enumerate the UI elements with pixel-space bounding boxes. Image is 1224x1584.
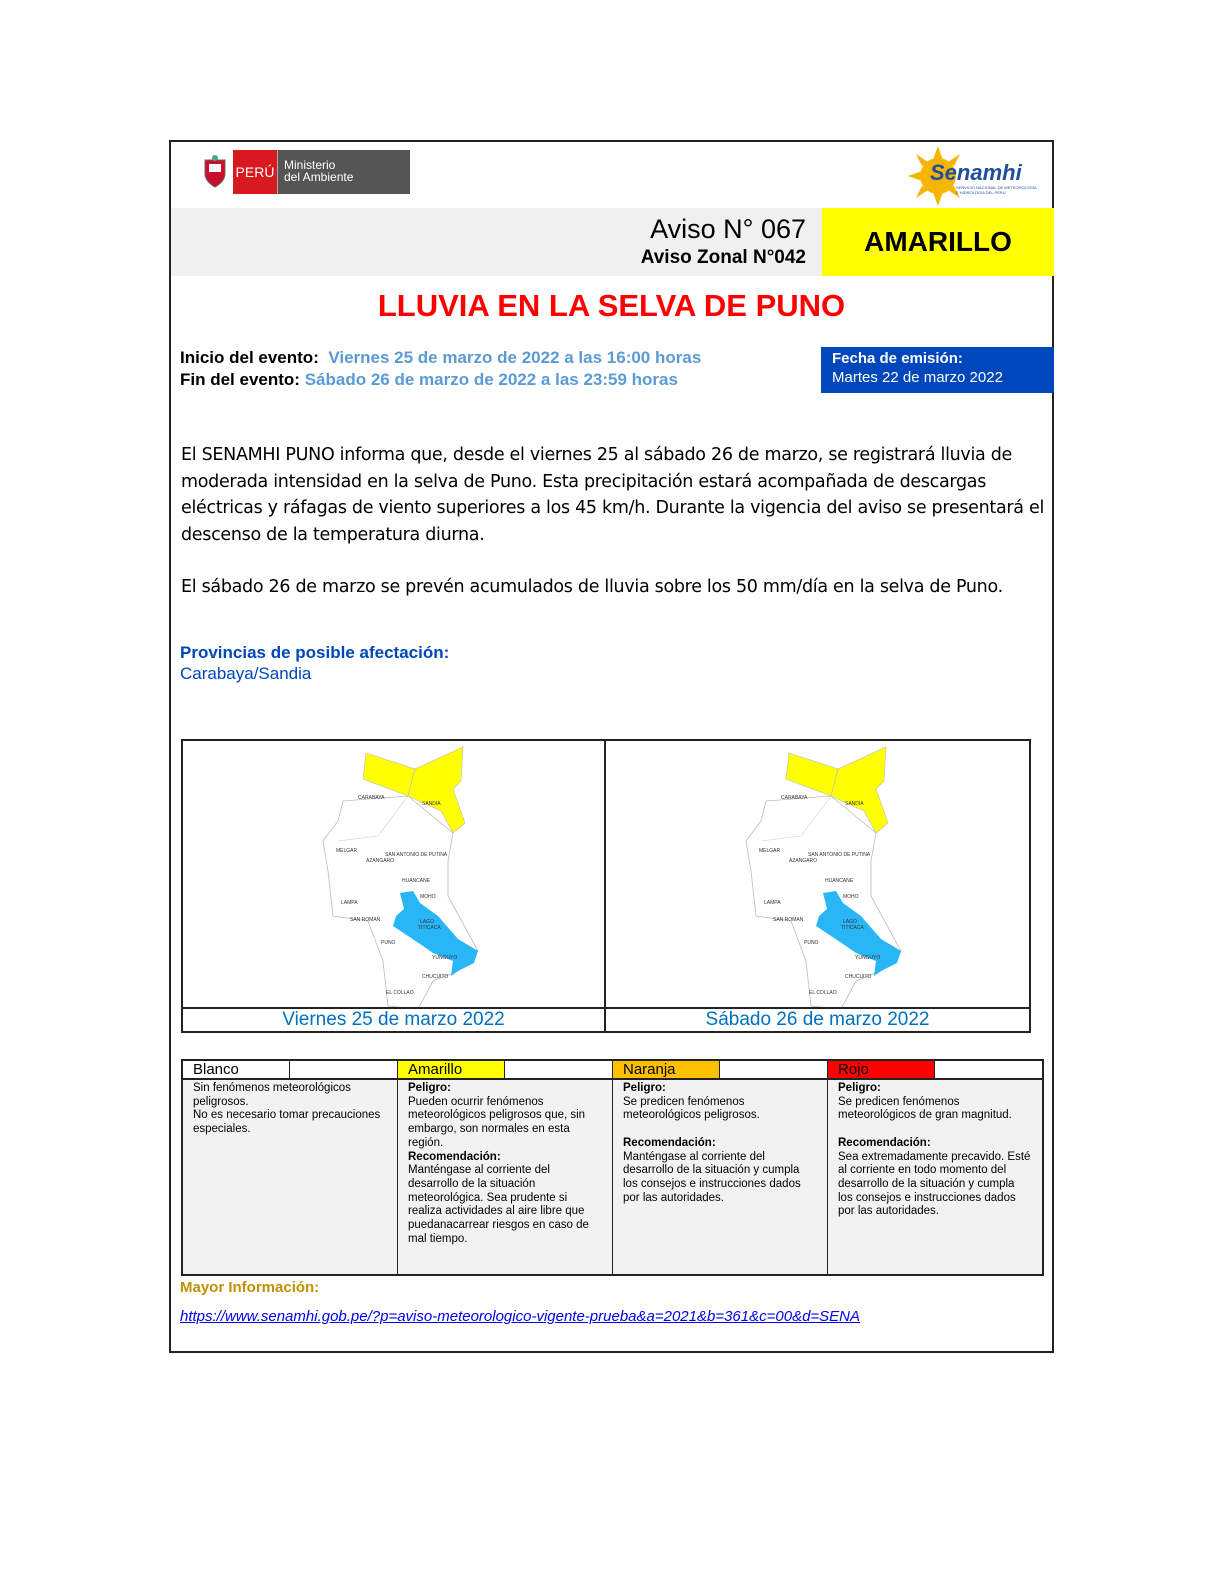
- legend-naranja: [613, 1061, 828, 1274]
- ministry-label: Ministerio del Ambiente: [277, 150, 410, 194]
- emission-label: Fecha de emisión:: [832, 350, 963, 367]
- recomendacion-label: Recomendación:: [408, 1150, 501, 1163]
- legend-rojo: [828, 1061, 1042, 1274]
- aviso-number-block: [641, 214, 806, 269]
- legend-text: Sea extremadamente precavido. Esté al corriente en todo momento del desarrollo de la situación y cumpla los consejos e instrucciones dados por las autoridades.: [838, 1150, 1031, 1218]
- emission-value: Martes 22 de marzo 2022: [832, 369, 1003, 386]
- peru-coat-of-arms-icon: [197, 150, 233, 194]
- map-province-label: SANDIA: [845, 801, 864, 807]
- svg-text:Senamhi: Senamhi: [930, 160, 1022, 185]
- legend-text: Pueden ocurrir fenómenos meteorológicos peligrosos que, sin embargo, son normales en esta región.: [408, 1095, 586, 1149]
- legend-text: Sin fenómenos meteorológicos peligrosos.: [193, 1082, 351, 1108]
- map-province-label: SAN ANTONIO DE PUTINA: [385, 852, 448, 858]
- legend-text: Manténgase al corriente del desarrollo de la situación meteorológica. Sea prudente si realiza actividades al aire libre que puedanacarrear riesgos en caso de mal tiempo.: [408, 1164, 589, 1245]
- provinces: [180, 642, 449, 684]
- map-province-label: MOHO: [420, 894, 436, 900]
- legend-text: Se predicen fenómenos meteorológicos peligrosos.: [623, 1095, 760, 1122]
- map-province-label: LAGO: [420, 919, 434, 925]
- map-province-label: LAMPA: [341, 900, 358, 906]
- event-end-value: Sábado 26 de marzo de 2022 a las 23:59 horas: [304, 370, 678, 389]
- alert-levels-legend: [181, 1059, 1044, 1276]
- map-caption: Viernes 25 de marzo 2022: [183, 1007, 604, 1031]
- map-province-label: PUNO: [381, 940, 396, 946]
- puno-map: [731, 741, 931, 1009]
- aviso-number: Aviso N° 067: [650, 214, 806, 244]
- map-province-label: AZANGARO: [366, 858, 395, 864]
- legend-level-name: Rojo: [828, 1061, 935, 1078]
- legend-level-name: Blanco: [183, 1061, 290, 1078]
- event-start-value: Viernes 25 de marzo de 2022 a las 16:00 horas: [328, 348, 702, 367]
- map-province-label: CARABAYA: [781, 795, 808, 801]
- senamhi-logo: [908, 144, 1048, 206]
- map-province-label: SAN ROMAN: [773, 917, 804, 923]
- recomendacion-label: Recomendación:: [838, 1136, 931, 1149]
- peru-label: PERÚ: [233, 150, 277, 194]
- map-province-label: TITICACA: [841, 925, 864, 931]
- map-province-label: LAGO: [843, 919, 857, 925]
- map-province-label: SANDIA: [422, 801, 441, 807]
- legend-level-name: Amarillo: [398, 1061, 505, 1078]
- warning-body: [181, 442, 1051, 601]
- more-info-label: Mayor Información:: [180, 1279, 320, 1296]
- map-province-label: HUANCANE: [825, 878, 854, 884]
- legend-level-name: Naranja: [613, 1061, 720, 1078]
- svg-text:SERVICIO NACIONAL DE METEOROLO: SERVICIO NACIONAL DE METEOROLOGÍA: [956, 185, 1037, 190]
- map-province-label: LAMPA: [764, 900, 781, 906]
- emission-date-box: [821, 347, 1054, 393]
- map-province-label: YUNGUYO: [432, 955, 458, 961]
- map-province-label: MOHO: [843, 894, 859, 900]
- warning-document: [169, 140, 1054, 1353]
- map-province-label: SAN ANTONIO DE PUTINA: [808, 852, 871, 858]
- legend-text: Manténgase al corriente del desarrollo de la situación y cumpla los consejos e instrucciones dados por las autoridades.: [623, 1150, 801, 1204]
- map-province-label: YUNGUYO: [855, 955, 881, 961]
- peru-ministry-logo: [197, 150, 410, 194]
- legend-text: No es necesario tomar precauciones especiales.: [193, 1109, 381, 1136]
- provinces-label: Provincias de posible afectación:: [180, 643, 450, 662]
- map-province-label: PUNO: [804, 940, 819, 946]
- map-province-label: CHUCUITO: [845, 974, 872, 980]
- maps-table: [181, 739, 1031, 1033]
- legend-text: Se predicen fenómenos meteorológicos de gran magnitud.: [838, 1095, 1012, 1122]
- puno-map: [308, 741, 508, 1009]
- recomendacion-label: Recomendación:: [623, 1136, 716, 1149]
- more-info-link[interactable]: https://www.senamhi.gob.pe/?p=aviso-meteorologico-vigente-prueba&a=2021&b=361&c=00&d=SENA: [180, 1308, 861, 1325]
- provinces-value: Carabaya/Sandia: [180, 664, 312, 683]
- alert-level-badge: AMARILLO: [822, 208, 1054, 276]
- event-dates: [180, 347, 701, 391]
- page-title: LLUVIA EN LA SELVA DE PUNO: [377, 288, 846, 323]
- carabaya-alert-area: [363, 753, 415, 796]
- map-caption: Sábado 26 de marzo 2022: [606, 1007, 1029, 1031]
- legend-blanco: [183, 1061, 398, 1274]
- map-cell-2: [606, 741, 1029, 1031]
- body-paragraph-2: El sábado 26 de marzo se prevén acumulados de lluvia sobre los 50 mm/día en la selva de Puno.: [181, 577, 1003, 597]
- carabaya-alert-area: [786, 753, 838, 796]
- peligro-label: Peligro:: [623, 1082, 666, 1094]
- map-province-label: MELGAR: [336, 848, 358, 854]
- event-end-label: Fin del evento:: [180, 370, 300, 389]
- map-province-label: EL COLLAO: [809, 990, 837, 996]
- map-province-label: SAN ROMAN: [350, 917, 381, 923]
- peligro-label: Peligro:: [838, 1082, 881, 1094]
- map-province-label: TITICACA: [418, 925, 441, 931]
- event-start-label: Inicio del evento:: [180, 348, 319, 367]
- map-province-label: AZANGARO: [789, 858, 818, 864]
- body-paragraph-1: El SENAMHI PUNO informa que, desde el viernes 25 al sábado 26 de marzo, se registrará lluvia de moderada intensidad en la selva de Puno. Esta precipitación estará acompañada de descargas eléctricas y ráfagas de viento superiores a los 45 km/h. Durante la vigencia del aviso se presentará el descenso de la temperatura diurna.: [181, 445, 1045, 545]
- peligro-label: Peligro:: [408, 1082, 451, 1094]
- svg-text:E HIDROLOGÍA DEL PERÚ: E HIDROLOGÍA DEL PERÚ: [956, 190, 1006, 195]
- map-province-label: HUANCANE: [402, 878, 431, 884]
- legend-amarillo: [398, 1061, 613, 1274]
- map-province-label: EL COLLAO: [386, 990, 414, 996]
- aviso-zonal-number: Aviso Zonal N°042: [640, 247, 806, 268]
- map-cell-1: [183, 741, 606, 1031]
- map-province-label: CHUCUITO: [422, 974, 449, 980]
- map-province-label: MELGAR: [759, 848, 781, 854]
- map-province-label: CARABAYA: [358, 795, 385, 801]
